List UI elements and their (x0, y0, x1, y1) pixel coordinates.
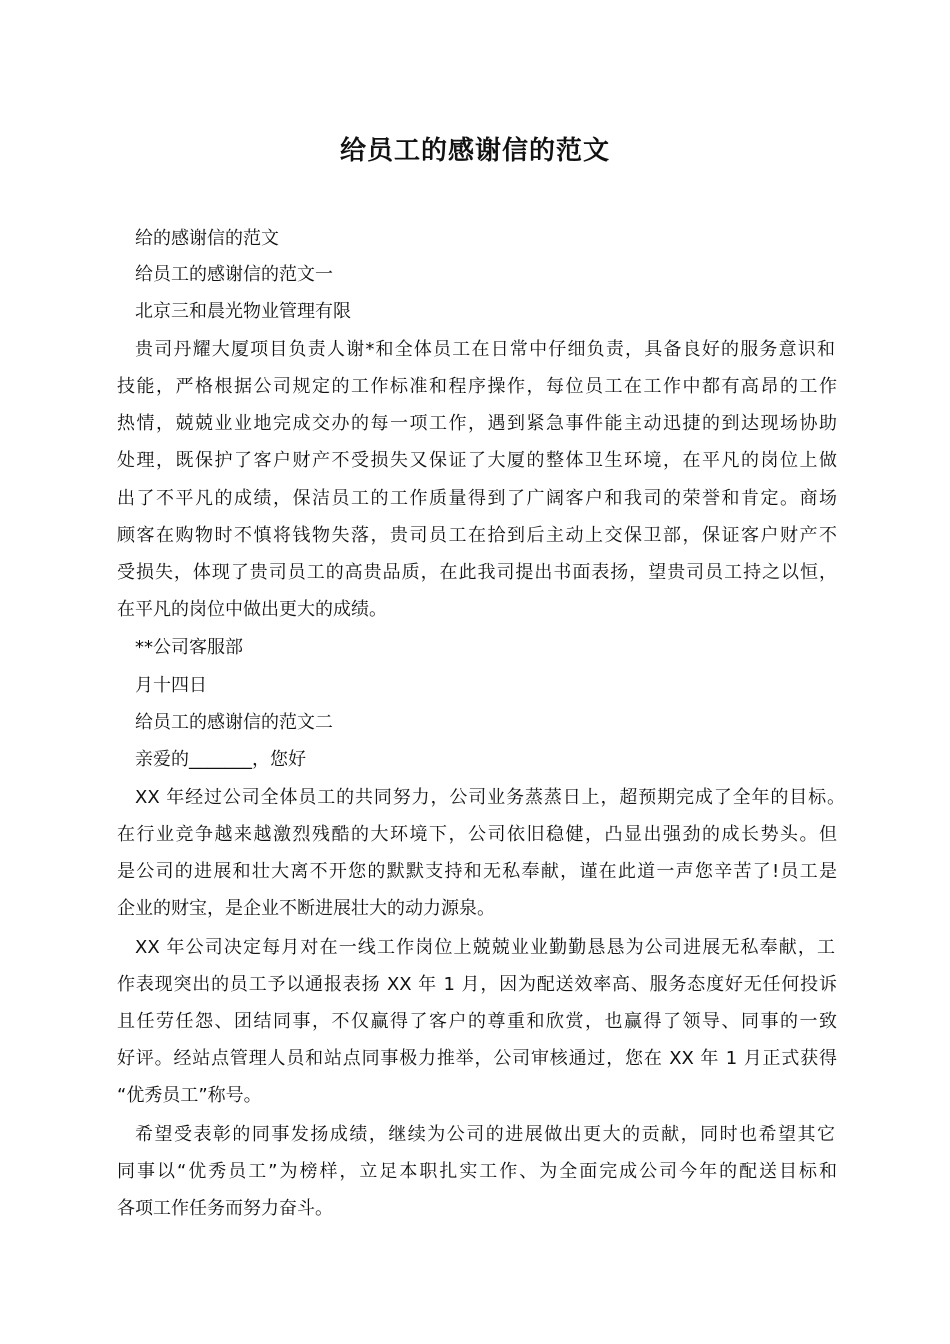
text-line: 顾客在购物时不慎将钱物失落，贵司员工在拾到后主动上交保卫部，保证客户财产不 (117, 525, 837, 546)
text-line: 是公司的进展和壮大离不开您的默默支持和无私奉献，谨在此道一声您辛苦了!员工是 (117, 861, 837, 882)
text-line: 且任劳任怨、团结同事，不仅赢得了客户的尊重和欣赏，也赢得了领导、同事的一致 (117, 1011, 837, 1032)
text-line: 在行业竞争越来越激烈残酷的大环境下，公司依旧稳健，凸显出强劲的成长势头。但 (117, 824, 837, 845)
text-line: 希望受表彰的同事发扬成绩，继续为公司的进展做出更大的贡献，同时也希望其它 (135, 1124, 835, 1145)
text-line: “优秀员工”称号。 (117, 1085, 262, 1106)
text-line: 好评。经站点管理人员和站点同事极力推举，公司审核通过，您在 XX 年 1 月正式获得 (117, 1048, 837, 1069)
text-line: 各项工作任务而努力奋斗。 (117, 1198, 333, 1219)
text-line: XX 年公司决定每月对在一线工作岗位上兢兢业业勤勤恳恳为公司进展无私奉献，工 (135, 937, 835, 958)
text-line: 技能，严格根据公司规定的工作标准和程序操作，每位员工在工作中都有高昂的工作 (117, 376, 837, 397)
text-line: 企业的财宝，是企业不断进展壮大的动力源泉。 (117, 898, 495, 919)
text-line: 给员工的感谢信的范文一 (135, 264, 333, 285)
text-line: 贵司丹耀大厦项目负责人谢*和全体员工在日常中仔细负责，具备良好的服务意识和 (135, 339, 835, 360)
text-line: 受损失，体现了贵司员工的高贵品质，在此我司提出书面表扬，望贵司员工持之以恒， (117, 562, 837, 583)
text-line: 作表现突出的员工予以通报表扬 XX 年 1 月，因为配送效率高、服务态度好无任何投诉 (117, 974, 837, 995)
text-line: 同事以“优秀员工”为榜样，立足本职扎实工作、为全面完成公司今年的配送目标和 (117, 1161, 837, 1182)
text-line: 热情，兢兢业业地完成交办的每一项工作，遇到紧急事件能主动迅捷的到达现场协助 (117, 413, 837, 434)
text-line: XX 年经过公司全体员工的共同努力，公司业务蒸蒸日上，超预期完成了全年的目标。 (135, 787, 845, 808)
text-line: 处理，既保护了客户财产不受损失又保证了大厦的整体卫生环境，在平凡的岗位上做 (117, 450, 837, 471)
document-title: 给员工的感谢信的范文 (339, 136, 610, 166)
text-line: **公司客服部 (135, 637, 243, 658)
text-line: 亲爱的_______，您好 (135, 749, 306, 770)
text-line: 给员工的感谢信的范文二 (135, 712, 333, 733)
text-line: 出了不平凡的成绩，保洁员工的工作质量得到了广阔客户和我司的荣誉和肯定。商场 (117, 488, 837, 509)
text-line: 在平凡的岗位中做出更大的成绩。 (117, 599, 387, 620)
text-line: 北京三和晨光物业管理有限 (135, 301, 351, 322)
text-line: 给的感谢信的范文 (135, 228, 279, 249)
text-line: 月十四日 (135, 675, 207, 696)
